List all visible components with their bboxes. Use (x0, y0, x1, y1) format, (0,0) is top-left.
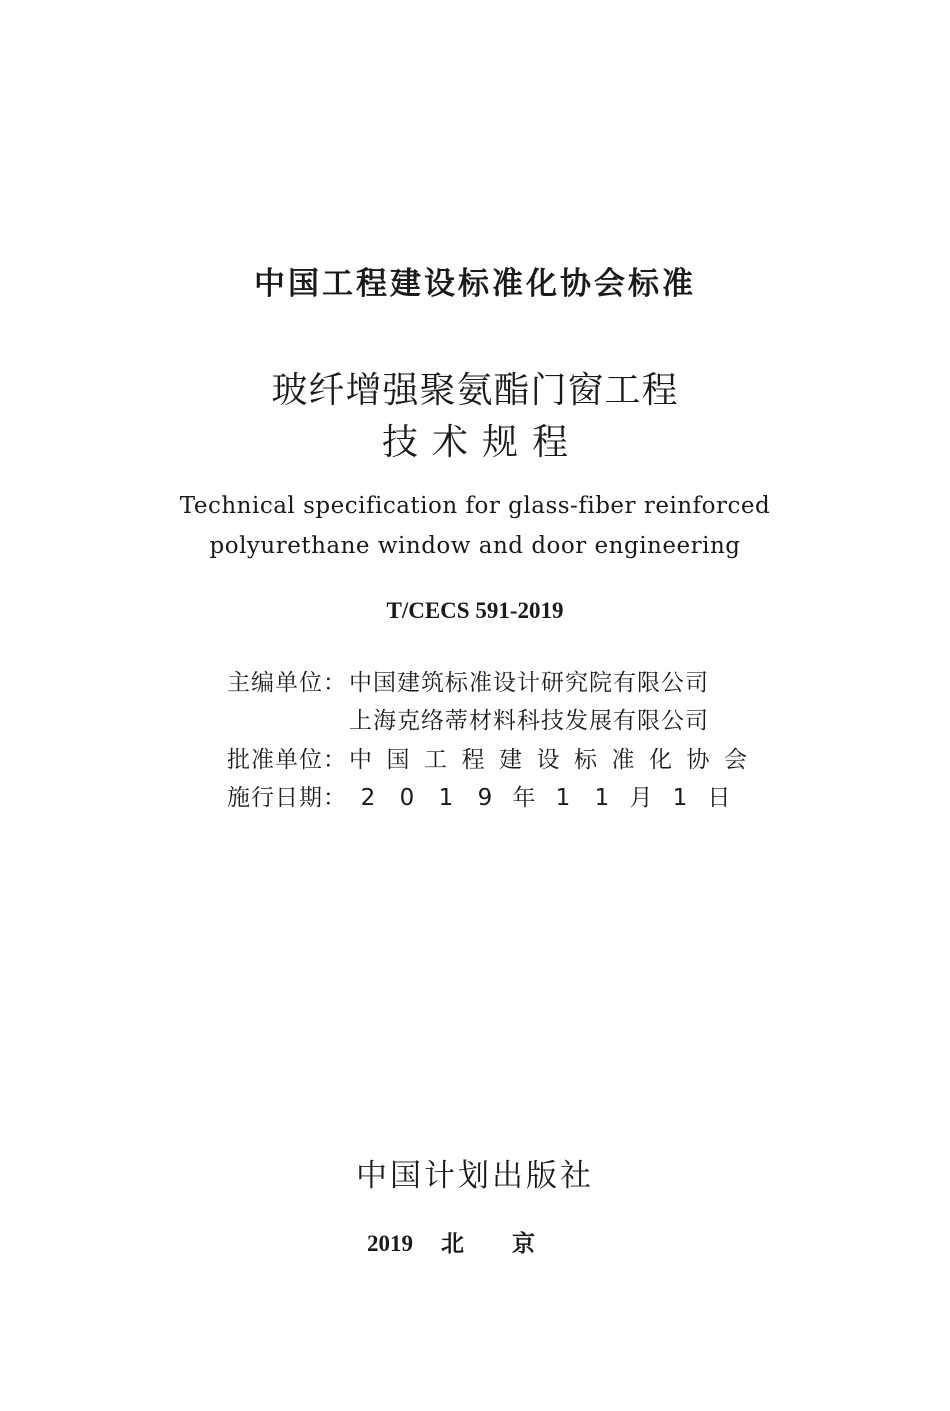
approver-label: 批准单位： (227, 747, 347, 773)
effective-date-label: 施行日期： (227, 785, 347, 811)
approver-row (227, 741, 762, 774)
title-en-line-1: Technical specification for glass-fiber reinforced (179, 493, 771, 519)
chief-editor-row (227, 664, 709, 697)
date-part: 年 (512, 785, 537, 811)
publication-city: 北京 (441, 1231, 583, 1256)
standard-code: T/CECS 591-2019 (386, 598, 564, 623)
publication-year-place (0, 1225, 950, 1258)
approver-value: 中国工程建设标准化协会 (349, 747, 762, 773)
date-part: 日 (707, 785, 732, 811)
organization-title: 中国工程建设标准化协会标准 (254, 266, 696, 302)
effective-date-row (227, 779, 739, 812)
date-part: 1 (672, 785, 689, 811)
title-en-line-2: polyurethane window and door engineering (209, 533, 741, 559)
chief-editor-org-1: 中国建筑标准设计研究院有限公司 (349, 670, 709, 696)
title-cn-line-1: 玻纤增强聚氨酯门窗工程 (271, 370, 679, 411)
chief-editor-label: 主编单位： (227, 670, 347, 696)
date-part: 月 (629, 785, 654, 811)
date-part: 2 (360, 785, 377, 811)
date-part: 0 (399, 785, 416, 811)
date-part: 9 (477, 785, 494, 811)
date-part: 1 (594, 785, 611, 811)
publisher: 中国计划出版社 (356, 1158, 594, 1194)
effective-date-value (349, 779, 739, 812)
date-part: 1 (438, 785, 455, 811)
title-cn-line-2: 技术规程 (381, 422, 582, 463)
publication-year: 2019 (367, 1231, 413, 1256)
date-part: 1 (555, 785, 572, 811)
chief-editor-row-2 (227, 702, 709, 735)
chief-editor-org-2: 上海克络蒂材料科技发展有限公司 (349, 708, 709, 734)
